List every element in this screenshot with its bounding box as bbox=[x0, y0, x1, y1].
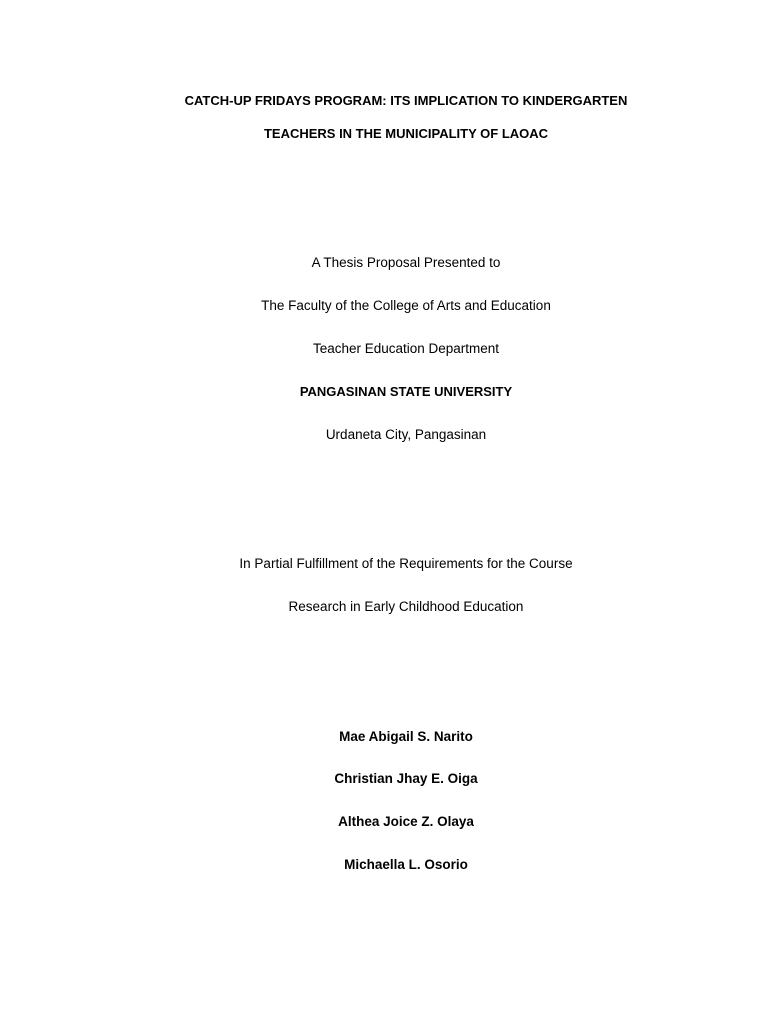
author-name: Michaella L. Osorio bbox=[344, 857, 468, 872]
university-name: PANGASINAN STATE UNIVERSITY bbox=[299, 384, 513, 399]
proposal-line: A Thesis Proposal Presented to bbox=[311, 255, 501, 270]
university-location: Urdaneta City, Pangasinan bbox=[325, 427, 487, 442]
fulfillment-line: In Partial Fulfillment of the Requirements for the Course bbox=[239, 556, 573, 571]
course-name: Research in Early Childhood Education bbox=[288, 599, 524, 614]
department-line: Teacher Education Department bbox=[312, 341, 500, 356]
title-line-2: TEACHERS IN THE MUNICIPALITY OF LAOAC bbox=[263, 126, 549, 141]
faculty-line: The Faculty of the College of Arts and Education bbox=[261, 298, 551, 313]
title-line-1: CATCH-UP FRIDAYS PROGRAM: ITS IMPLICATION TO KINDERGARTEN bbox=[184, 93, 628, 108]
author-name: Christian Jhay E. Oiga bbox=[334, 771, 478, 786]
author-name: Mae Abigail S. Narito bbox=[339, 729, 473, 744]
author-name: Althea Joice Z. Olaya bbox=[338, 814, 474, 829]
